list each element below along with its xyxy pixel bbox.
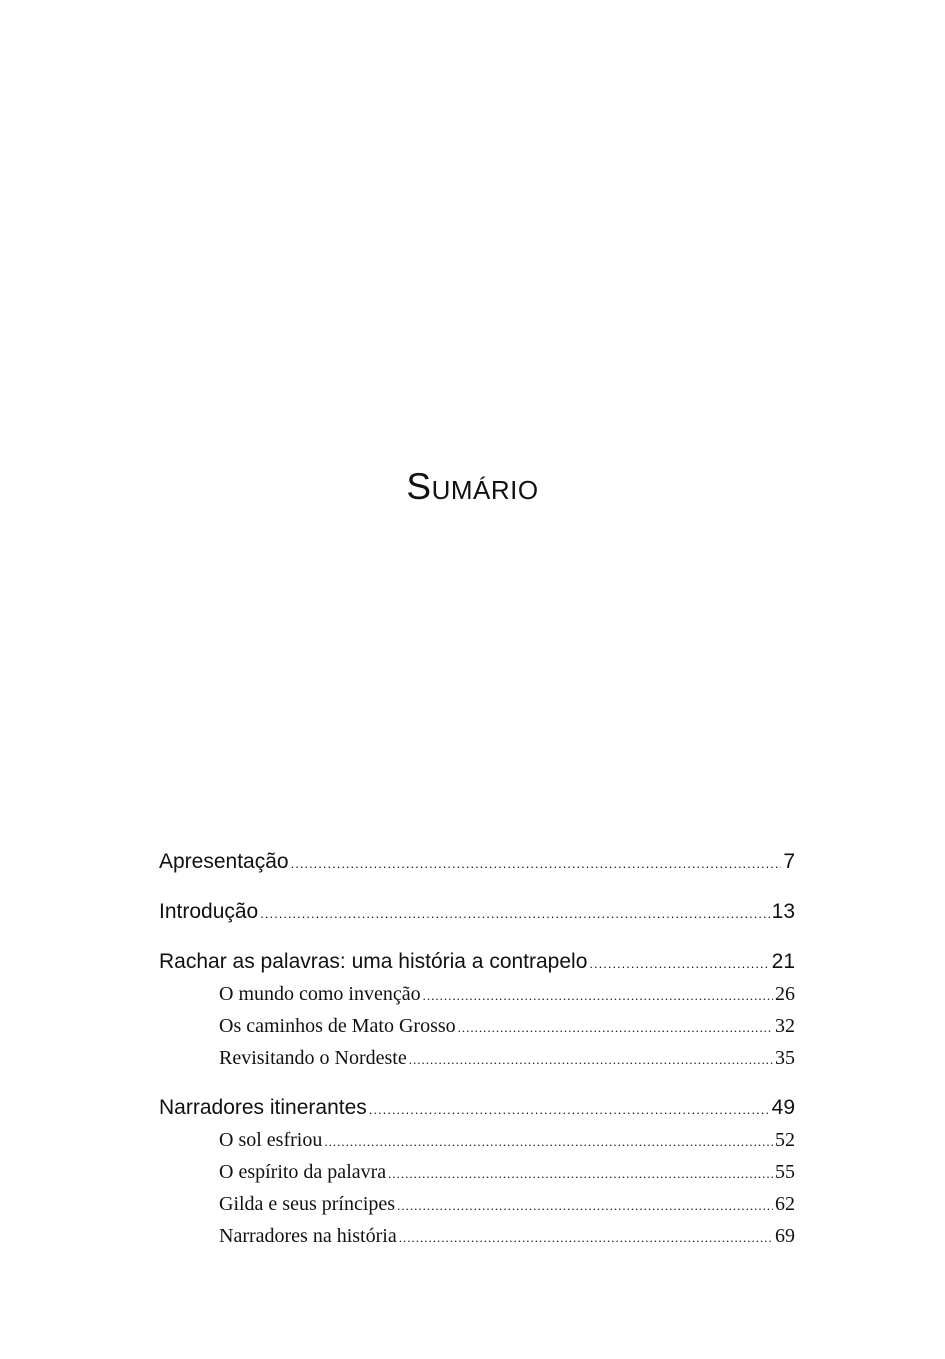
toc-subentry[interactable] xyxy=(159,1156,795,1188)
dot-leader xyxy=(409,1044,773,1076)
toc-subentry-page: 69 xyxy=(775,1225,795,1247)
toc-subentry-page: 55 xyxy=(775,1161,795,1183)
table-of-contents xyxy=(159,846,795,1252)
toc-entry-narradores[interactable] xyxy=(159,1092,795,1124)
toc-subentry[interactable] xyxy=(159,1124,795,1156)
dot-leader xyxy=(423,980,773,1012)
toc-subentry-label: O sol esfriou xyxy=(219,1129,323,1151)
toc-entry-page: 21 xyxy=(771,950,795,973)
toc-subentry[interactable] xyxy=(159,1188,795,1220)
dot-leader xyxy=(388,1158,773,1190)
toc-subentry[interactable] xyxy=(159,1042,795,1074)
toc-entry-page: 7 xyxy=(783,850,795,873)
toc-subentry-label: Os caminhos de Mato Grosso xyxy=(219,1015,456,1037)
toc-subentry-page: 26 xyxy=(775,983,795,1005)
toc-entry-label: Narradores itinerantes xyxy=(159,1096,367,1119)
dot-leader xyxy=(399,1222,773,1254)
toc-subentry-page: 32 xyxy=(775,1015,795,1037)
dot-leader xyxy=(260,898,769,930)
toc-subentry-label: O espírito da palavra xyxy=(219,1161,387,1183)
dot-leader xyxy=(369,1094,770,1126)
toc-subentry[interactable] xyxy=(159,1010,795,1042)
toc-subentry[interactable] xyxy=(159,1220,795,1252)
toc-entry-introducao[interactable] xyxy=(159,896,795,928)
toc-entry-label: Introdução xyxy=(159,900,259,923)
dot-leader xyxy=(291,848,782,880)
dot-leader xyxy=(589,948,769,980)
toc-entry-label: Rachar as palavras: uma história a contrapelo xyxy=(159,950,588,973)
dot-leader xyxy=(324,1126,773,1158)
toc-subentry-label: Gilda e seus príncipes xyxy=(219,1193,396,1215)
dot-leader xyxy=(397,1190,773,1222)
toc-entry-rachar[interactable] xyxy=(159,946,795,978)
toc-subentry-label: Revisitando o Nordeste xyxy=(219,1047,407,1069)
toc-entry-page: 49 xyxy=(771,1096,795,1119)
toc-subentry-page: 35 xyxy=(775,1047,795,1069)
toc-subentry-page: 62 xyxy=(775,1193,795,1215)
toc-subentry[interactable] xyxy=(159,978,795,1010)
dot-leader xyxy=(458,1012,773,1044)
toc-entry-page: 13 xyxy=(771,900,795,923)
toc-subentry-page: 52 xyxy=(775,1129,795,1151)
toc-entry-label: Apresentação xyxy=(159,850,289,873)
toc-subentry-label: Narradores na história xyxy=(219,1225,397,1247)
toc-subentry-label: O mundo como invenção xyxy=(219,983,421,1005)
toc-entry-apresentacao[interactable] xyxy=(159,846,795,878)
page-title: Sumário xyxy=(406,466,539,507)
